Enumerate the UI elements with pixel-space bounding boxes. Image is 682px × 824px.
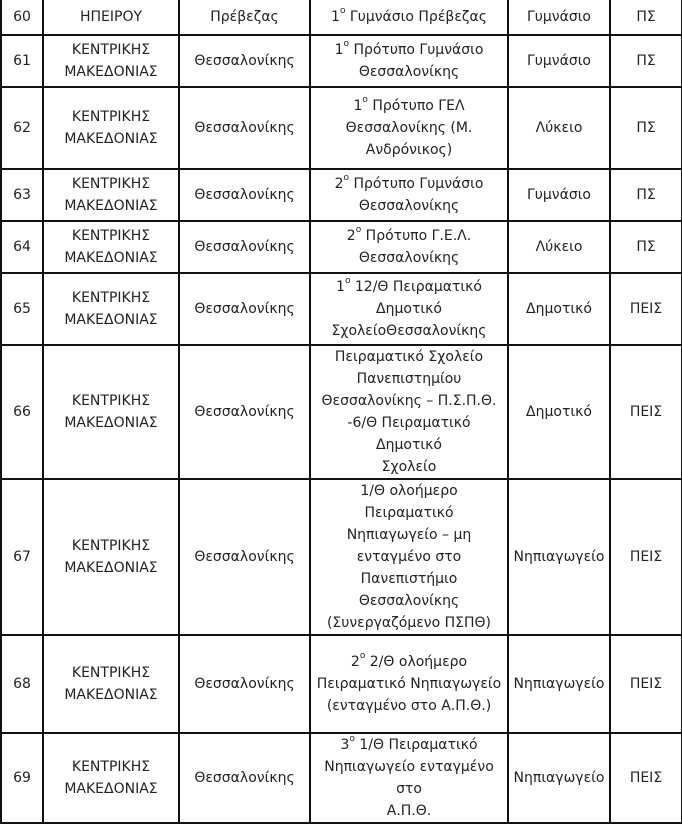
- region-line: ΚΕΝΤΡΙΚΗΣ: [71, 176, 151, 192]
- region-line: ΜΑΚΕΔΟΝΙΑΣ: [64, 131, 158, 147]
- school-text: 2/Θ ολοήμερο: [365, 654, 468, 670]
- row-number: 62: [13, 120, 31, 136]
- level-cell: [508, 221, 610, 273]
- city-cell: [179, 87, 310, 169]
- city-cell: [179, 479, 310, 635]
- region-cell: [43, 345, 179, 479]
- ordinal-superscript: ο: [355, 225, 362, 236]
- school-cell: [310, 35, 508, 87]
- region-line: ΜΑΚΕΔΟΝΙΑΣ: [64, 250, 158, 266]
- row-number: 64: [13, 239, 31, 255]
- type-cell: [610, 345, 682, 479]
- row-number: 69: [13, 770, 31, 786]
- school-text: Θεσσαλονίκης: [358, 198, 460, 214]
- level-cell: [508, 479, 610, 635]
- school-cell: [310, 273, 508, 345]
- school-type: ΠΣ: [636, 9, 656, 25]
- ordinal-superscript: ο: [339, 6, 346, 17]
- school-text: Πανεπιστήμιο Θεσσαλονίκης: [358, 571, 460, 609]
- row-number-cell: [1, 733, 43, 823]
- region-cell: [43, 273, 179, 345]
- region-line: ΜΑΚΕΔΟΝΙΑΣ: [64, 198, 158, 214]
- ordinal-superscript: ο: [344, 276, 351, 287]
- school-text: 1: [336, 279, 345, 295]
- region-line: ΚΕΝΤΡΙΚΗΣ: [71, 290, 151, 306]
- type-cell: [610, 221, 682, 273]
- school-text: Νηπιαγωγείο – μη: [346, 527, 472, 543]
- region-line: ΚΕΝΤΡΙΚΗΣ: [71, 393, 151, 409]
- school-level: Δημοτικό: [526, 404, 592, 420]
- level-cell: [508, 35, 610, 87]
- region-cell: [43, 733, 179, 823]
- school-text: Θεσσαλονίκης (Μ.: [345, 120, 473, 136]
- city-cell: [179, 35, 310, 87]
- school-cell: [310, 221, 508, 273]
- school-text: Πρότυπο Γυμνάσιο: [349, 42, 484, 58]
- table-row: [1, 733, 682, 823]
- school-type: ΠΕΙΣ: [629, 770, 663, 786]
- school-text: 1: [334, 42, 344, 58]
- school-text: ΣχολείοΘεσσαλονίκης: [331, 323, 487, 339]
- city-name: Θεσσαλονίκης: [194, 239, 295, 255]
- region-line: ΚΕΝΤΡΙΚΗΣ: [71, 538, 151, 554]
- school-text: 2: [350, 654, 360, 670]
- school-cell: [310, 0, 508, 35]
- row-number: 60: [13, 9, 31, 25]
- school-type: ΠΣ: [636, 239, 656, 255]
- school-level: Νηπιαγωγείο: [513, 770, 605, 786]
- school-text: (Συνεργαζόμενο ΠΣΠΘ): [326, 615, 492, 631]
- region-cell: [43, 35, 179, 87]
- row-number-cell: [1, 169, 43, 221]
- school-text: Δημοτικό: [376, 301, 442, 317]
- school-level: Γυμνάσιο: [526, 187, 592, 203]
- school-text: Θεσσαλονίκης: [358, 250, 460, 266]
- region-line: ΜΑΚΕΔΟΝΙΑΣ: [64, 415, 158, 431]
- ordinal-superscript: ο: [349, 734, 355, 745]
- table-row: [1, 35, 682, 87]
- table-row: [1, 221, 682, 273]
- city-cell: [179, 733, 310, 823]
- region-cell: [43, 169, 179, 221]
- school-cell: [310, 733, 508, 823]
- region-cell: [43, 87, 179, 169]
- school-level: Δημοτικό: [526, 301, 592, 317]
- school-type: ΠΕΙΣ: [629, 404, 663, 420]
- school-cell: [310, 479, 508, 635]
- school-level: Λύκειο: [535, 239, 583, 255]
- ordinal-superscript: ο: [343, 39, 349, 50]
- school-level: Γυμνάσιο: [526, 53, 592, 69]
- region-line: ΚΕΝΤΡΙΚΗΣ: [71, 109, 151, 125]
- city-name: Θεσσαλονίκης: [194, 187, 295, 203]
- ordinal-superscript: ο: [359, 651, 366, 662]
- school-type: ΠΣ: [636, 53, 656, 69]
- row-number-cell: [1, 273, 43, 345]
- region-line: ΜΑΚΕΔΟΝΙΑΣ: [64, 687, 158, 703]
- region-line: ΜΑΚΕΔΟΝΙΑΣ: [64, 312, 158, 328]
- city-cell: [179, 0, 310, 35]
- school-text: Πρότυπο Γυμνάσιο: [349, 176, 484, 192]
- table-row: [1, 273, 682, 345]
- school-type: ΠΕΙΣ: [629, 549, 663, 565]
- school-text: Πανεπιστημίου: [356, 371, 462, 387]
- row-number-cell: [1, 345, 43, 479]
- school-cell: [310, 635, 508, 733]
- level-cell: [508, 635, 610, 733]
- city-name: Θεσσαλονίκης: [194, 301, 295, 317]
- region-cell: [43, 221, 179, 273]
- school-text: Θεσσαλονίκης – Π.Σ.Π.Θ.: [321, 393, 497, 409]
- school-text: -6/Θ Πειραματικό Δημοτικό: [347, 415, 471, 453]
- school-level: Νηπιαγωγείο: [513, 676, 605, 692]
- row-number-cell: [1, 87, 43, 169]
- row-number-cell: [1, 635, 43, 733]
- school-level: Νηπιαγωγείο: [513, 549, 605, 565]
- school-cell: [310, 87, 508, 169]
- table-row: [1, 345, 682, 479]
- school-text: Ανδρόνικος): [365, 142, 453, 158]
- school-text: 1/Θ Πειραματικό: [354, 737, 478, 753]
- row-number: 65: [13, 301, 31, 317]
- row-number-cell: [1, 221, 43, 273]
- city-name: Θεσσαλονίκης: [194, 120, 295, 136]
- school-text: Πειραματικό Σχολείο: [334, 349, 484, 365]
- region-line: ΜΑΚΕΔΟΝΙΑΣ: [64, 781, 158, 797]
- school-type: ΠΣ: [636, 187, 656, 203]
- region-line: ΚΕΝΤΡΙΚΗΣ: [71, 42, 151, 58]
- school-text: Γυμνάσιο Πρέβεζας: [345, 9, 487, 25]
- school-text: 1: [331, 9, 340, 25]
- school-type: ΠΕΙΣ: [629, 676, 663, 692]
- region-line: ΚΕΝΤΡΙΚΗΣ: [71, 665, 151, 681]
- type-cell: [610, 273, 682, 345]
- level-cell: [508, 169, 610, 221]
- school-text: 1/Θ ολοήμερο Πειραματικό: [360, 483, 458, 521]
- school-text: Πρότυπο ΓΕΛ: [367, 98, 465, 114]
- city-name: Πρέβεζας: [210, 9, 279, 25]
- city-name: Θεσσαλονίκης: [194, 404, 295, 420]
- table-row: [1, 87, 682, 169]
- school-type: ΠΕΙΣ: [629, 301, 663, 317]
- row-number: 67: [13, 549, 31, 565]
- row-number: 63: [13, 187, 31, 203]
- type-cell: [610, 635, 682, 733]
- table-body: [1, 0, 682, 823]
- region-cell: [43, 0, 179, 35]
- school-cell: [310, 169, 508, 221]
- row-number: 61: [13, 53, 31, 69]
- city-cell: [179, 273, 310, 345]
- region-line: ΚΕΝΤΡΙΚΗΣ: [71, 759, 151, 775]
- table-row: [1, 0, 682, 35]
- city-name: Θεσσαλονίκης: [194, 549, 295, 565]
- school-type: ΠΣ: [636, 120, 656, 136]
- type-cell: [610, 35, 682, 87]
- city-cell: [179, 635, 310, 733]
- school-text: Α.Π.Θ.: [386, 803, 432, 819]
- region-cell: [43, 635, 179, 733]
- school-text: Θεσσαλονίκης: [358, 64, 460, 80]
- city-name: Θεσσαλονίκης: [194, 770, 295, 786]
- school-text: Νηπιαγωγείο ενταγμένο στο: [324, 759, 494, 797]
- school-level: Λύκειο: [535, 120, 583, 136]
- city-name: Θεσσαλονίκης: [194, 676, 295, 692]
- school-text: 2: [346, 228, 356, 244]
- region-line: ΜΑΚΕΔΟΝΙΑΣ: [64, 64, 158, 80]
- city-cell: [179, 169, 310, 221]
- school-text: ενταγμένο στο: [356, 549, 462, 565]
- region-line: ΗΠΕΙΡΟΥ: [79, 9, 143, 25]
- region-line: ΚΕΝΤΡΙΚΗΣ: [71, 228, 151, 244]
- level-cell: [508, 733, 610, 823]
- type-cell: [610, 169, 682, 221]
- school-cell: [310, 345, 508, 479]
- school-text: Σχολείο: [381, 459, 437, 475]
- school-text: 12/Θ Πειραματικό: [350, 279, 482, 295]
- row-number: 68: [13, 676, 31, 692]
- type-cell: [610, 87, 682, 169]
- type-cell: [610, 733, 682, 823]
- level-cell: [508, 0, 610, 35]
- school-text: Πρότυπο Γ.Ε.Λ.: [361, 228, 472, 244]
- school-text: (ενταγμένο στο Α.Π.Θ.): [326, 698, 492, 714]
- level-cell: [508, 273, 610, 345]
- school-text: Πειραματικό Νηπιαγωγείο: [316, 676, 502, 692]
- city-cell: [179, 221, 310, 273]
- school-level: Γυμνάσιο: [526, 9, 592, 25]
- type-cell: [610, 479, 682, 635]
- table-row: [1, 169, 682, 221]
- level-cell: [508, 345, 610, 479]
- row-number-cell: [1, 0, 43, 35]
- row-number: 66: [13, 404, 31, 420]
- city-name: Θεσσαλονίκης: [194, 53, 295, 69]
- city-cell: [179, 345, 310, 479]
- school-text: 2: [334, 176, 344, 192]
- table-row: [1, 479, 682, 635]
- school-text: 3: [340, 737, 350, 753]
- table-row: [1, 635, 682, 733]
- row-number-cell: [1, 479, 43, 635]
- level-cell: [508, 87, 610, 169]
- ordinal-superscript: ο: [362, 95, 368, 106]
- ordinal-superscript: ο: [343, 173, 349, 184]
- row-number-cell: [1, 35, 43, 87]
- region-cell: [43, 479, 179, 635]
- type-cell: [610, 0, 682, 35]
- region-line: ΜΑΚΕΔΟΝΙΑΣ: [64, 560, 158, 576]
- school-text: 1: [353, 98, 363, 114]
